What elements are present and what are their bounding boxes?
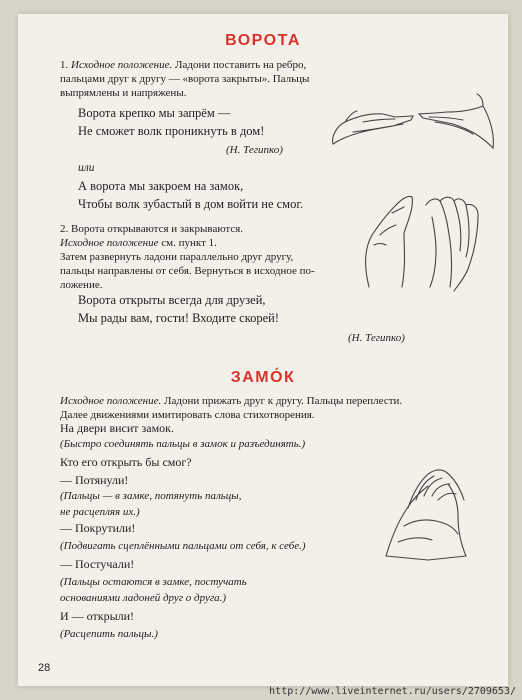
zamok-verse-line: — Покрутили! bbox=[60, 521, 136, 535]
zamok-intro bbox=[60, 394, 500, 422]
open-gate-hands-illustration bbox=[354, 187, 504, 295]
closed-gate-hands-illustration bbox=[323, 86, 503, 156]
zamok-intro-text2: Далее движениями имитировать слова стихотворения. bbox=[60, 409, 315, 421]
verse-line: Ворота открыты всегда для друзей, bbox=[78, 293, 266, 307]
zamok-verse-line: На двери висит замок. bbox=[60, 421, 175, 435]
watermark-url: http://www.liveinternet.ru/users/2709653/ bbox=[269, 686, 516, 697]
verse-line: Ворота крепко мы запрём — bbox=[78, 106, 231, 120]
section-title-zamok: ЗАМО́К bbox=[230, 369, 296, 386]
zamok-action-note: (Быстро соединять пальцы в замок и разъединять.) bbox=[60, 438, 306, 450]
zamok-verse-line: И — открыли! bbox=[60, 609, 135, 623]
zamok-action-note: (Пальцы остаются в замке, постучать bbox=[60, 576, 247, 588]
zamok-action-note: (Расцепить пальцы.) bbox=[60, 628, 158, 640]
step2-line4: пальцы направлены от себя. Вернуться в исходное по- bbox=[60, 265, 315, 277]
book-page bbox=[18, 14, 508, 686]
verse-line: А ворота мы закроем на замок, bbox=[78, 179, 244, 193]
zamok-verse-line: Кто его открыть бы смог? bbox=[60, 455, 192, 469]
zamok-intro-label: Исходное положение. bbox=[60, 395, 162, 407]
author-credit-1: (Н. Тегипко) bbox=[226, 144, 283, 156]
section-title-vorota: ВОРОТА bbox=[225, 32, 301, 49]
zamok-action-note: (Пальцы — в замке, потянуть пальцы, bbox=[60, 490, 242, 502]
verse-2 bbox=[78, 177, 303, 213]
zamok-action-note: основаниями ладоней друг о друга.) bbox=[60, 592, 227, 604]
verse-line: Не сможет волк проникнуть в дом! bbox=[78, 124, 265, 138]
step2-line3: Затем развернуть ладони параллельно друг другу, bbox=[60, 251, 294, 263]
or-word: или bbox=[78, 162, 95, 174]
step1-label: Исходное положение. bbox=[71, 59, 173, 71]
author-credit-2: (Н. Тегипко) bbox=[348, 332, 405, 344]
step2-line5: ложение. bbox=[60, 279, 103, 291]
step1-text3: выпрямлены и напряжены. bbox=[60, 87, 187, 99]
zamok-action-note: не расцепляя их.) bbox=[60, 506, 140, 518]
step1-number: 1. bbox=[60, 59, 69, 71]
verse-line: Чтобы волк зубастый в дом войти не смог. bbox=[78, 197, 304, 211]
verse-line: Мы рады вам, гости! Входите скорей! bbox=[78, 311, 280, 325]
verse-1 bbox=[78, 104, 264, 140]
step2-line2: см. пункт 1. bbox=[158, 237, 217, 249]
zamok-action-note: (Подвигать сцеплёнными пальцами от себя, к себе.) bbox=[60, 540, 306, 552]
step2-instruction bbox=[60, 222, 380, 264]
step1-text2: пальцами друг к другу — «ворота закрыты». Пальцы bbox=[60, 73, 310, 85]
zamok-verse-line: — Постучали! bbox=[60, 557, 135, 571]
step1-text1: Ладони поставить на ребро, bbox=[172, 59, 307, 71]
page-number: 28 bbox=[38, 662, 51, 674]
zamok-intro-text1: Ладони прижать друг к другу. Пальцы переплести. bbox=[161, 395, 403, 407]
zamok-verse-line: — Потянули! bbox=[60, 473, 129, 487]
interlocked-hands-illustration bbox=[368, 456, 488, 568]
step2-label: Исходное положение bbox=[60, 237, 159, 249]
step2-line1: 2. Ворота открываются и закрываются. bbox=[60, 223, 244, 235]
verse-3 bbox=[78, 291, 279, 327]
